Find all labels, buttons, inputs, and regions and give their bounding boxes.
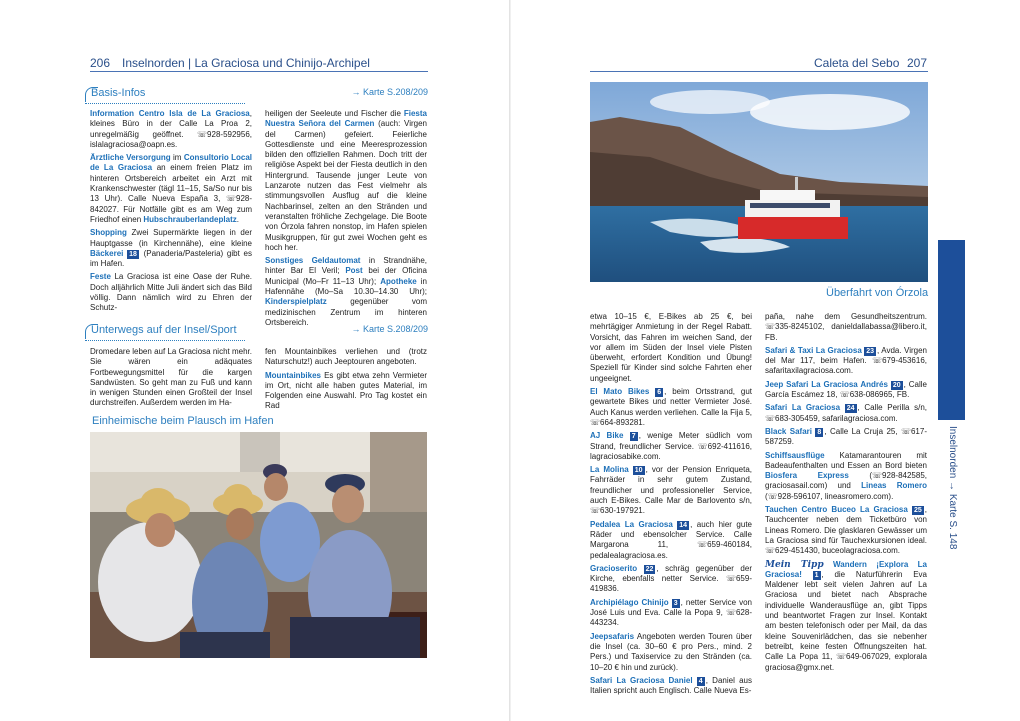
photo-caption-ferry: Überfahrt von Órzola [826, 287, 929, 299]
side-label: Inselnorden → Karte S. 148 [947, 426, 958, 550]
section-title: Basis-Infos [91, 87, 146, 99]
section-underline [85, 102, 245, 104]
basis-column-2: heiligen der Seeleute und Fischer die Fiesta Nuestra Señora del Carmen (auch: Virgen del Carmen) gefeiert. Feierliche Gottesdienste und eine Meeresprozession bilden den offiziellen Rahmen. Doch tritt der religiöse Aspekt bei der Fiesta deutlich in den Hintergrund. Tausende junger Leute von Lanzarote nutzen das Fest vielmehr als stimmungsvollen Ausflug auf die kleine Nachbarinsel, zelten an den Stränden und veranstalten fröhliche Zechgelage. Die Boote von Órzola fahren nonstop, im Hafen spielen Musikgruppen, für gut zwei Wochen geht es hoch her. Sonstiges Geldautomat in Strandnähe, hinter Bar El Veril; Post bei der Oficina Municipal (Mo–Fr 11–13 Uhr); Apotheke in Hafennähe (Mo–Sa 10.30–14.30 Uhr); Kinderspielplatz gegenüber vom medizinischen Zentrum im hinteren Ortsbereich. [265, 109, 428, 327]
header-rule [90, 71, 428, 72]
left-running-title: Inselnorden | La Graciosa und Chinijo-Archipel [122, 56, 370, 70]
photo-caption-harbor: Einheimische beim Plausch im Hafen [92, 415, 274, 427]
unterwegs-column-2: fen Mountainbikes verliehen und (trotz Naturschutz!) auch Jeeptouren angeboten. Mountainbikes Es gibt etwa zehn Vermieter im Ort, nicht alle haben gutes Material, im Folgenden eine Auswahl. Pro Tag kostet ein Rad [265, 347, 427, 411]
map-reference: → Karte S.208/209 [351, 87, 428, 97]
right-page-number: 207 [907, 56, 928, 70]
map-reference: → Karte S.208/209 [351, 324, 428, 334]
left-page-number: 206 [90, 56, 111, 70]
right-running-title: Caleta del Sebo [814, 56, 900, 70]
basis-column-1: Information Centro Isla de La Graciosa, kleines Büro in der Calle La Proa 2, unregelmäßig geöffnet. ☏928-592956, islalagraciosa@oapn.es. Ärztliche Versorgung im Consultorio Local de La Graciosa an einem freien Platz im hinteren Ortsbereich arbeitet ein Arzt mit Krankenschwester (tägl 11–15, Sa/So nur bis 13 Uhr). Calle Nueva España 3, ☏928-842027. Für Notfälle gibt es am Weg zum Friedhof einen Hubschrauberlandeplatz. Shopping Zwei Supermärkte liegen in der Hauptgasse (in Kirchennähe), eine kleine Bäckerei 18 (Panaderia/Pasteleria) gibt es im Hafen. Feste La Graciosa ist eine Oase der Ruhe. Doch alljährlich Mitte Juli ändert sich das Bild völlig. Dann nämlich wird zu Ehren der Schutz- [90, 109, 253, 313]
section-basis-infos [85, 87, 428, 101]
section-title: Unterwegs auf der Insel/Sport [91, 324, 237, 336]
mountainbike-column: etwa 10–15 €, E-Bikes ab 25 €, bei mehrtägiger Anmietung in der Regel Rabatt. Vorsicht, das Fahren im weichen Sand, der vor allem im Süden der Insel viele Pisten überweht, erfordert Kondition und Übung! Speziell für Kinder sind solche Fahrten eher ungeeignet. El Mato Bikes 6 , beim Ortsstrand, gut gewartete Bikes und netter Vermieter José. Auch Kanus werden verliehen. Calle la Fija 5, ☏664-893281. AJ Bike 7 , wenige Meter südlich vom Strand, freundlicher Service. ☏692-411616, lagraciosabike.com. La Molina 10 , vor der Pension Enriqueta, Fahrräder in sehr gutem Zustand, freundlicher und professioneller Service, auch E-Bikes. Calle Mar de Barlovento s/n, ☏630-197921. Pedalea La Graciosa 14 , auch hier gute Räder und ebensolcher Service. Calle Margarona 11, ☏659-460184, pedalealagraciosa.es. Gracioserito 22 , schräg gegenüber der Kirche, ebenfalls netter Service. ☏659-419836. Archipiélago Chinijo 3 , netter Service von José Luis und Eva. Calle la Popa 9, ☏628-443234. Jeepsafaris Angeboten werden Touren über die Insel (ca. 30–60 € pro Pers., mind. 2 Pers.) und Taxiservice zu den Stränden (ca. 10–20 € hin und zurück). Safari La Graciosa Daniel 4 , Daniel aus Italien spricht auch Englisch. Calle Nueva Es- [590, 312, 753, 696]
section-unterwegs [85, 324, 428, 338]
section-underline [85, 339, 245, 341]
unterwegs-column-1: Dromedare leben auf La Graciosa nicht mehr. Sie wären ein adäquates Fortbewegungsmittel für die kargen Sandwüsten. So geht man zu Fuß und kann in wenigen Stunden einen Großteil der Insel durchstreifen. Außerdem werden im Ha- [90, 347, 252, 408]
photo-locals-harbor [90, 432, 427, 658]
photo-ferry [590, 82, 928, 282]
safari-column: paña, nahe dem Gesundheitszentrum. ☏335-8245102, danieldallabassa@libero.it, FB. Safari & Taxi La Graciosa 23 , Avda. Virgen del Mar 117, beim Hafen. ☏679-453616, safaritaxilagraciosa.com. Jeep Safari La Graciosa Andrés 20 , Calle García Escámez 18, ☏638-086965, FB. Safari La Graciosa 24 , Calle Perilla s/n, ☏683-305459, safarilagraciosa.com. Black Safari 8 , Calle La Cruja 25, ☏617-587259. Schiffsausflüge Katamarantouren mit Badeaufenthalten und Essen an Bord bieten Biosfera Express (☏928-842585, graciosasail.com) und Lineas Romero (☏928-596107, lineasromero.com). Tauchen Centro Buceo La Graciosa 25 , Tauchcenter neben dem Ticketbüro von Lineas Romero. Die glasklaren Gewässer um La Graciosa sind für Tauchexkursionen ideal. ☏629-451430, buceolagraciosa.com. Mein Tipp Wandern ¡Explora La Graciosa! 1 , die Naturführerin Eva Maldener lebt seit vielen Jahren auf La Graciosa und bietet nach Absprache individuelle Wanderausflüge an, gibt Tipps und beantwortet Fragen zur Insel. Kontakt am besten telefonisch oder per Mail, da das kleine Souvenirlädchen, das sie nebenher betreibt, keine festen Öffnungszeiten hat. Calle La Popa 11, ☏649-067029, explorala graciosa@gmx.net. [765, 312, 927, 672]
header-rule [590, 71, 928, 72]
chapter-tab [938, 240, 965, 420]
